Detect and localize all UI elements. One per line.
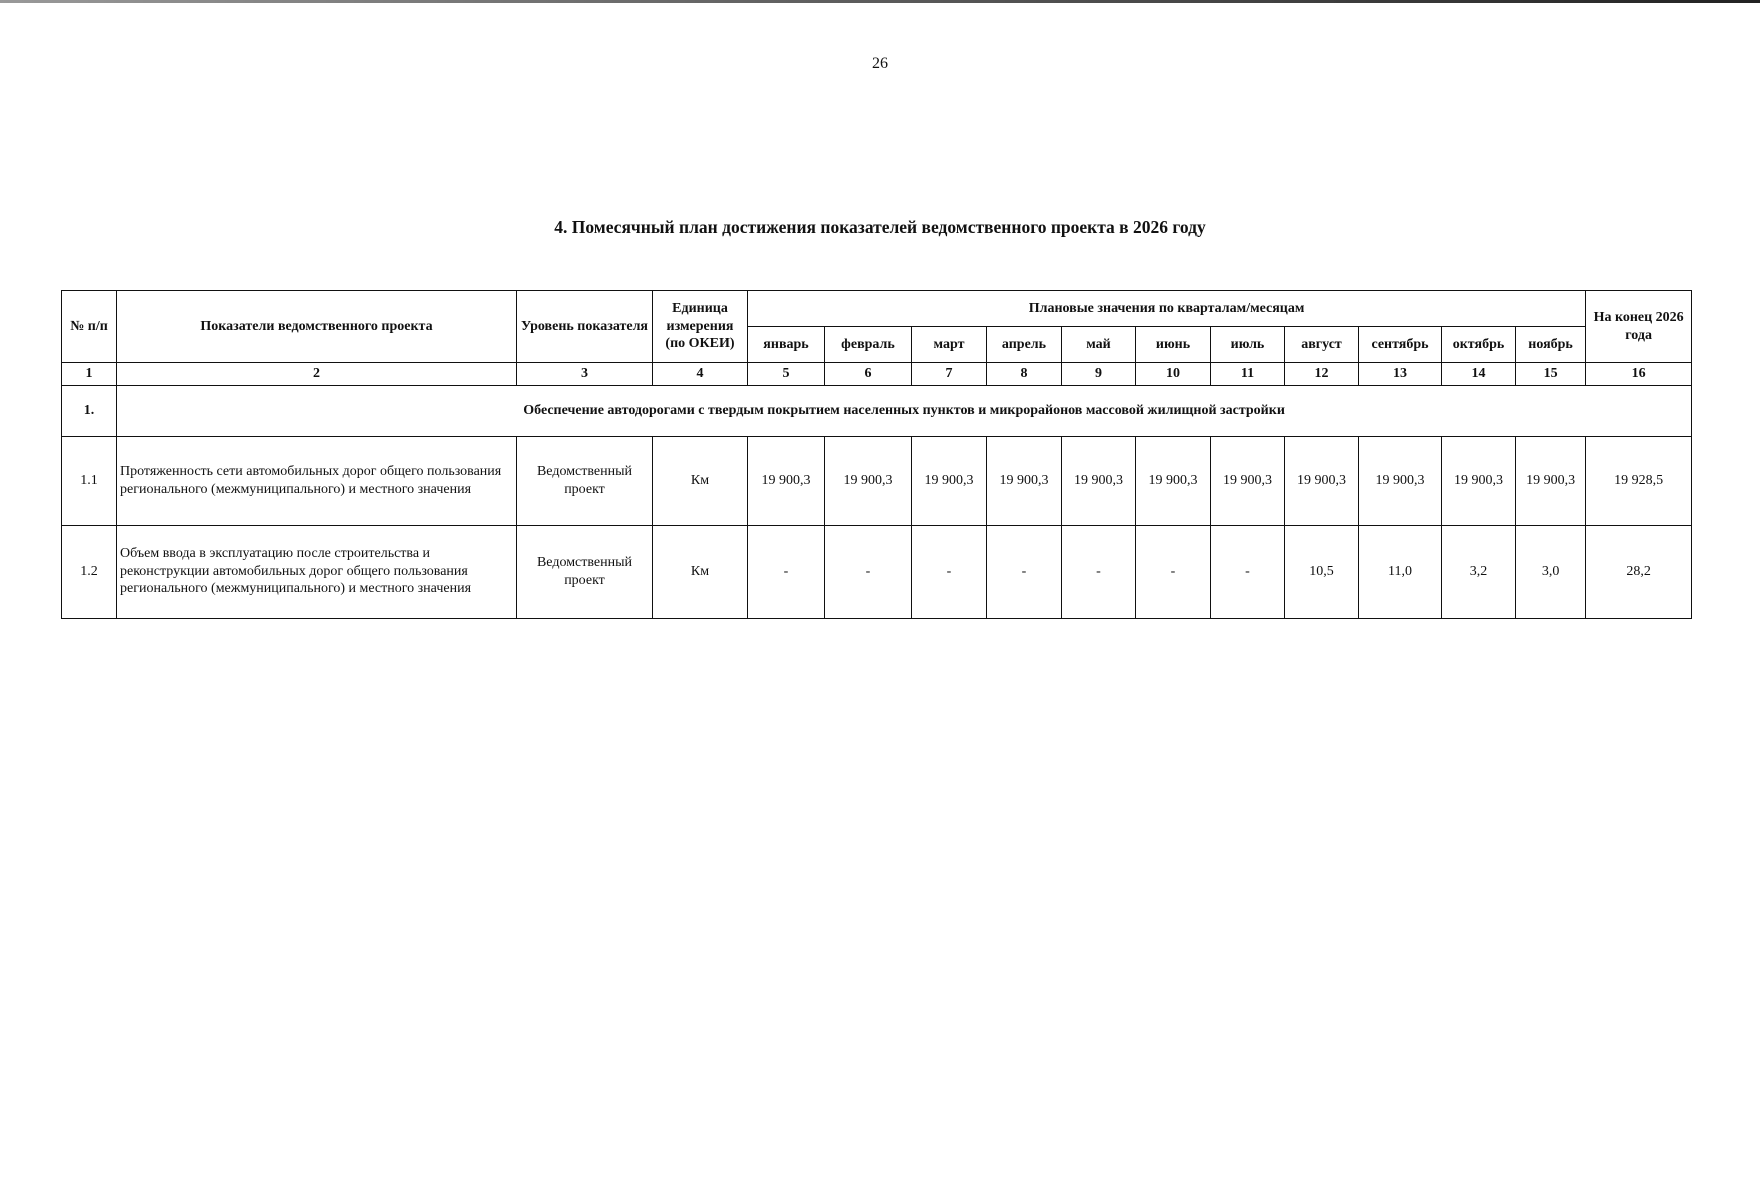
row-month-value: 10,5 (1285, 525, 1359, 618)
row-level: Ведомственный проект (517, 525, 653, 618)
row-month-value: 19 900,3 (1062, 436, 1136, 525)
row-month-value: - (825, 525, 912, 618)
header-year-end: На конец 2026 года (1586, 291, 1692, 363)
header-row-top (62, 291, 1692, 327)
column-number-row (62, 363, 1692, 386)
row-month-value: 3,0 (1516, 525, 1586, 618)
scan-edge (0, 0, 1760, 3)
row-month-value: 19 900,3 (1285, 436, 1359, 525)
column-number: 8 (987, 363, 1062, 386)
header-month: август (1285, 327, 1359, 363)
column-number: 2 (117, 363, 517, 386)
section-num: 1. (62, 385, 117, 436)
page-number: 26 (872, 55, 888, 72)
header-month: январь (748, 327, 825, 363)
column-number: 9 (1062, 363, 1136, 386)
row-month-value: 11,0 (1359, 525, 1442, 618)
header-num: № п/п (62, 291, 117, 363)
table-row (62, 436, 1692, 525)
header-month: май (1062, 327, 1136, 363)
header-unit: Единица измерения (по ОКЕИ) (653, 291, 748, 363)
table-row (62, 525, 1692, 618)
document-title: 4. Помесячный план достижения показателей ведомственного проекта в 2026 году (554, 217, 1206, 237)
row-year-end-value: 28,2 (1586, 525, 1692, 618)
row-month-value: - (1062, 525, 1136, 618)
column-number: 5 (748, 363, 825, 386)
row-month-value: 19 900,3 (987, 436, 1062, 525)
header-month: февраль (825, 327, 912, 363)
row-month-value: - (748, 525, 825, 618)
row-unit: Км (653, 525, 748, 618)
row-month-value: 19 900,3 (1211, 436, 1285, 525)
column-number: 6 (825, 363, 912, 386)
column-number: 13 (1359, 363, 1442, 386)
row-month-value: 19 900,3 (912, 436, 987, 525)
header-planned-values: Плановые значения по кварталам/месяцам (748, 291, 1586, 327)
row-indicator: Протяженность сети автомобильных дорог общего пользования регионального (межмуниципального) и местного значения (117, 436, 517, 525)
column-number: 4 (653, 363, 748, 386)
row-month-value: - (1211, 525, 1285, 618)
header-level: Уровень показателя (517, 291, 653, 363)
row-month-value: - (912, 525, 987, 618)
row-level: Ведомственный проект (517, 436, 653, 525)
row-unit: Км (653, 436, 748, 525)
row-month-value: - (1136, 525, 1211, 618)
row-year-end-value: 19 928,5 (1586, 436, 1692, 525)
column-number: 14 (1442, 363, 1516, 386)
header-month: июнь (1136, 327, 1211, 363)
row-num: 1.2 (62, 525, 117, 618)
header-month: октябрь (1442, 327, 1516, 363)
column-number: 16 (1586, 363, 1692, 386)
header-month: июль (1211, 327, 1285, 363)
row-month-value: 3,2 (1442, 525, 1516, 618)
header-month: апрель (987, 327, 1062, 363)
column-number: 12 (1285, 363, 1359, 386)
column-number: 11 (1211, 363, 1285, 386)
header-month: март (912, 327, 987, 363)
row-month-value: 19 900,3 (748, 436, 825, 525)
column-number: 10 (1136, 363, 1211, 386)
header-month: сентябрь (1359, 327, 1442, 363)
header-indicator: Показатели ведомственного проекта (117, 291, 517, 363)
row-month-value: 19 900,3 (1136, 436, 1211, 525)
header-month: ноябрь (1516, 327, 1586, 363)
column-number: 15 (1516, 363, 1586, 386)
row-month-value: 19 900,3 (1359, 436, 1442, 525)
column-number: 1 (62, 363, 117, 386)
column-number: 3 (517, 363, 653, 386)
monthly-plan-table (61, 290, 1692, 619)
row-num: 1.1 (62, 436, 117, 525)
section-row (62, 385, 1692, 436)
section-title: Обеспечение автодорогами с твердым покрытием населенных пунктов и микрорайонов массовой жилищной застройки (117, 385, 1692, 436)
row-month-value: 19 900,3 (1516, 436, 1586, 525)
column-number: 7 (912, 363, 987, 386)
row-month-value: 19 900,3 (825, 436, 912, 525)
row-month-value: - (987, 525, 1062, 618)
row-indicator: Объем ввода в эксплуатацию после строительства и реконструкции автомобильных дорог общего пользования регионального (межмуниципального) и местного значения (117, 525, 517, 618)
row-month-value: 19 900,3 (1442, 436, 1516, 525)
